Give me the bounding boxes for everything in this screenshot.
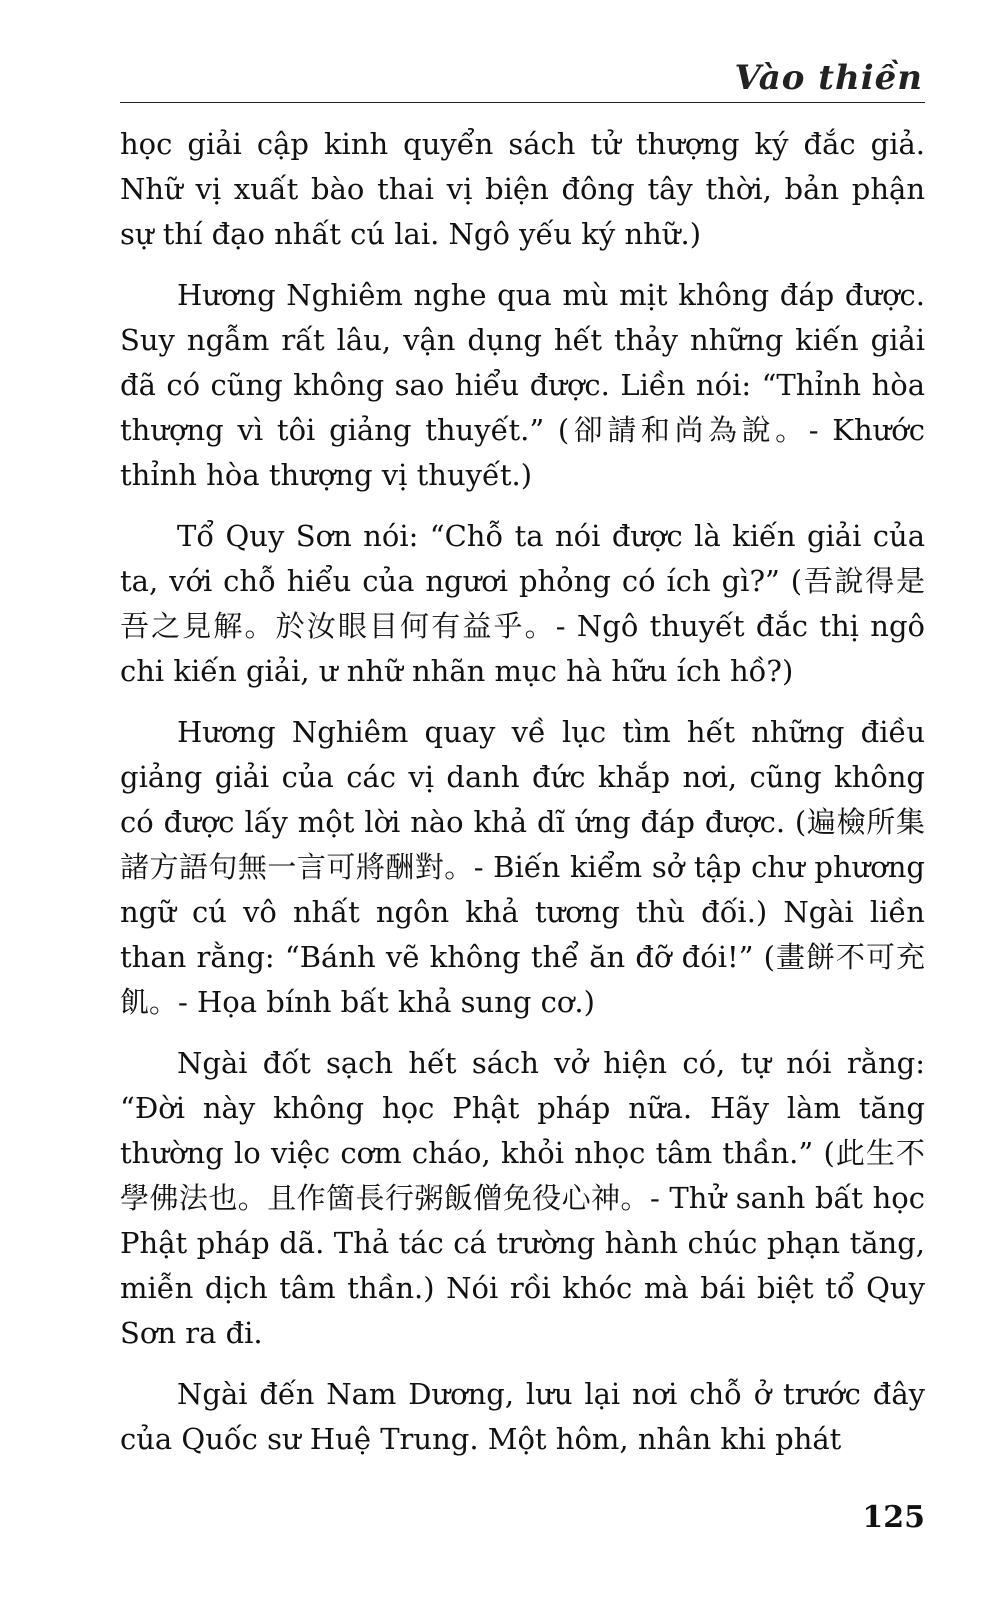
- paragraph: Hương Nghiêm nghe qua mù mịt không đáp được. Suy ngẫm rất lâu, vận dụng hết thảy những kiến giải đã có cũng không sao hiểu được. Liền nói: “Thỉnh hòa thượng vì tôi giảng thuyết.” (卻請和尚為說。- Khước thỉnh hòa thượng vị thuyết.): [120, 278, 925, 492]
- paragraph: Tổ Quy Sơn nói: “Chỗ ta nói được là kiến giải của ta, với chỗ hiểu của ngươi phỏng có ích gì?” (吾說得是吾之見解。於汝眼目何有益乎。- Ngô thuyết đắc thị ngô chi kiến giải, ư nhữ nhãn mục hà hữu ích hồ?): [120, 519, 925, 688]
- body-text: [120, 122, 925, 1478]
- paragraph: Ngài đốt sạch hết sách vở hiện có, tự nói rằng: “Đời này không học Phật pháp nữa. Hãy làm tăng thường lo việc cơm cháo, khỏi nhọc tâm thần.” (此生不學佛法也。且作箇長行粥飯僧免役心神。- Thử sanh bất học Phật pháp dã. Thả tác cá trường hành chúc phạn tăng, miễn dịch tâm thần.) Nói rồi khóc mà bái biệt tổ Quy Sơn ra đi.: [120, 1046, 925, 1350]
- paragraph-continued: học giải cập kinh quyển sách tử thượng ký đắc giả. Nhữ vị xuất bào thai vị biện đông tây thời, bản phận sự thí đạo nhất cú lai. Ngô yếu ký nhữ.): [120, 127, 925, 251]
- page-number: 125: [862, 1500, 925, 1535]
- running-header: [120, 52, 925, 103]
- header-title: Vào thiền: [734, 58, 923, 98]
- paragraph: Hương Nghiêm quay về lục tìm hết những điều giảng giải của các vị danh đức khắp nơi, cũng không có được lấy một lời nào khả dĩ ứng đáp được. (遍檢所集諸方語句無一言可將酬對。- Biến kiểm sở tập chư phương ngữ cú vô nhất ngôn khả tương thù đối.) Ngài liền than rằng: “Bánh vẽ không thể ăn đỡ đói!” (畫餅不可充飢。- Họa bính bất khả sung cơ.): [120, 715, 925, 1019]
- paragraph: Ngài đến Nam Dương, lưu lại nơi chỗ ở trước đây của Quốc sư Huệ Trung. Một hôm, nhân khi phát: [120, 1377, 925, 1456]
